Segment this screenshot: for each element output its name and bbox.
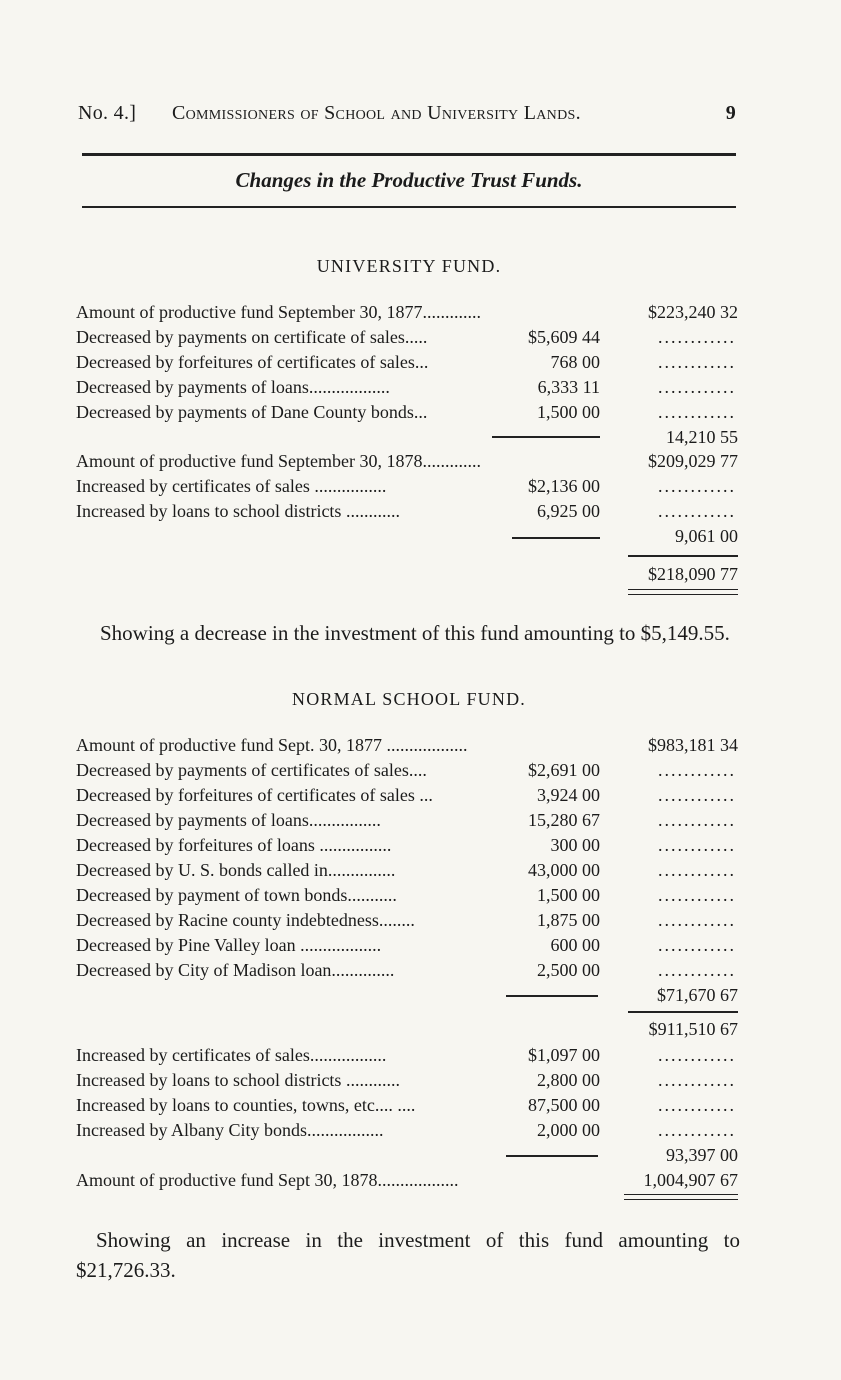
header-rule xyxy=(82,153,736,156)
ledger-row xyxy=(76,400,740,424)
ledger-row xyxy=(76,325,740,349)
ledger-row xyxy=(76,524,740,548)
ledger-row xyxy=(76,1017,740,1041)
row-total: ............ xyxy=(658,1095,736,1115)
ledger-row xyxy=(76,933,740,957)
row-total: $218,090 77 xyxy=(648,564,738,584)
ledger-row xyxy=(76,908,740,932)
row-total: ............ xyxy=(658,960,736,980)
row-amount: 300 00 xyxy=(550,835,600,855)
row-total: ............ xyxy=(658,377,736,397)
row-total: ............ xyxy=(658,835,736,855)
row-total: $223,240 32 xyxy=(648,302,738,322)
row-amount: 768 00 xyxy=(550,352,600,372)
row-label: Decreased by payment of town bonds........... xyxy=(76,885,397,905)
ledger-row xyxy=(76,375,740,399)
row-amount: 2,000 00 xyxy=(537,1120,600,1140)
row-amount: 1,875 00 xyxy=(537,910,600,930)
ledger-row xyxy=(76,1093,740,1117)
row-total: ............ xyxy=(658,810,736,830)
row-label: Increased by loans to counties, towns, etc.... .... xyxy=(76,1095,416,1115)
row-label: Increased by Albany City bonds................. xyxy=(76,1120,384,1140)
ledger-row xyxy=(76,808,740,832)
row-label: Decreased by Racine county indebtedness........ xyxy=(76,910,415,930)
ledger-row xyxy=(76,562,740,586)
subtitle-rule xyxy=(82,206,736,208)
running-header xyxy=(78,102,738,130)
ledger-row xyxy=(76,1143,740,1167)
row-label: Increased by loans to school districts ............ xyxy=(76,501,400,521)
row-total: $911,510 67 xyxy=(648,1019,738,1039)
university-summary: Showing a decrease in the investment of this fund amounting to $5,149.55. xyxy=(100,621,730,645)
row-label: Decreased by payments of loans.................. xyxy=(76,377,390,397)
row-label: Decreased by forfeitures of certificates of sales... xyxy=(76,352,429,372)
row-total: ............ xyxy=(658,860,736,880)
ledger-row xyxy=(76,733,740,757)
ledger-row xyxy=(76,425,740,449)
double-rule xyxy=(628,589,738,595)
row-amount: 87,500 00 xyxy=(528,1095,600,1115)
normal-school-summary: Showing an increase in the investment of this fund amounting to $21,726.33. xyxy=(76,1228,740,1282)
row-label: Decreased by payments of loans................ xyxy=(76,810,381,830)
row-total: $983,181 34 xyxy=(648,735,738,755)
ledger-row xyxy=(76,1118,740,1142)
row-label: Decreased by payments on certificate of sales..... xyxy=(76,327,428,347)
row-amount: 15,280 67 xyxy=(528,810,600,830)
row-total: ............ xyxy=(658,476,736,496)
row-amount: 6,925 00 xyxy=(537,501,600,521)
row-total: ............ xyxy=(658,402,736,422)
ledger-row xyxy=(76,858,740,882)
row-amount: 6,333 11 xyxy=(537,377,600,397)
ledger-row xyxy=(76,1068,740,1092)
row-label: Decreased by forfeitures of loans ................ xyxy=(76,835,392,855)
row-total: ............ xyxy=(658,910,736,930)
university-fund-heading: UNIVERSITY FUND. xyxy=(316,256,502,276)
row-amount: 2,500 00 xyxy=(537,960,600,980)
row-total: 93,397 00 xyxy=(666,1145,738,1165)
row-amount: $2,691 00 xyxy=(528,760,600,780)
row-total: ............ xyxy=(658,785,736,805)
ledger-row xyxy=(76,958,740,982)
total-rule xyxy=(628,555,738,557)
row-total: ............ xyxy=(658,1045,736,1065)
row-label: Decreased by Pine Valley loan .................. xyxy=(76,935,382,955)
row-amount: 600 00 xyxy=(550,935,600,955)
ledger-row xyxy=(76,474,740,498)
row-total: $209,029 77 xyxy=(648,451,738,471)
row-label: Decreased by City of Madison loan.............. xyxy=(76,960,395,980)
report-number: No. 4.] xyxy=(78,102,137,124)
row-amount: $5,609 44 xyxy=(528,327,600,347)
page-subtitle: Changes in the Productive Trust Funds. xyxy=(235,168,583,192)
ledger-row xyxy=(76,449,740,473)
normal-school-fund-heading: NORMAL SCHOOL FUND. xyxy=(292,689,526,709)
row-label: Amount of productive fund Sept 30, 1878.................. xyxy=(76,1170,459,1190)
row-total: ............ xyxy=(658,327,736,347)
row-label: Decreased by U. S. bonds called in............... xyxy=(76,860,396,880)
row-total: ............ xyxy=(658,1120,736,1140)
row-label: Amount of productive fund Sept. 30, 1877 .................. xyxy=(76,735,468,755)
ledger-row xyxy=(76,883,740,907)
row-amount: 2,800 00 xyxy=(537,1070,600,1090)
ledger-row xyxy=(76,758,740,782)
page-number: 9 xyxy=(725,102,736,124)
row-total: 1,004,907 67 xyxy=(643,1170,738,1190)
row-total: ............ xyxy=(658,760,736,780)
row-amount: 1,500 00 xyxy=(537,402,600,422)
ledger-row xyxy=(76,1168,740,1192)
row-label: Amount of productive fund September 30, 1877............. xyxy=(76,302,481,322)
row-total: ............ xyxy=(658,1070,736,1090)
row-amount: $1,097 00 xyxy=(528,1045,600,1065)
row-label: Decreased by forfeitures of certificates of sales ... xyxy=(76,785,433,805)
row-total: ............ xyxy=(658,885,736,905)
row-total: ............ xyxy=(658,935,736,955)
ledger-row xyxy=(76,833,740,857)
double-rule xyxy=(624,1194,738,1200)
ledger-row xyxy=(76,300,740,324)
row-label: Increased by certificates of sales................. xyxy=(76,1045,387,1065)
row-label: Increased by loans to school districts ............ xyxy=(76,1070,400,1090)
row-amount: $2,136 00 xyxy=(528,476,600,496)
row-amount: 1,500 00 xyxy=(537,885,600,905)
ledger-row xyxy=(76,783,740,807)
running-title: Commissioners of School and University Lands. xyxy=(172,102,581,124)
row-amount: 43,000 00 xyxy=(528,860,600,880)
row-total: ............ xyxy=(658,352,736,372)
total-rule xyxy=(628,1011,738,1013)
row-amount: 3,924 00 xyxy=(537,785,600,805)
row-label: Increased by certificates of sales ................ xyxy=(76,476,387,496)
ledger-row xyxy=(76,983,740,1007)
row-label: Decreased by payments of Dane County bonds... xyxy=(76,402,428,422)
row-label: Decreased by payments of certificates of sales.... xyxy=(76,760,427,780)
row-total: 14,210 55 xyxy=(666,427,738,447)
row-label: Amount of productive fund September 30, 1878............. xyxy=(76,451,481,471)
ledger-row xyxy=(76,350,740,374)
ledger-row xyxy=(76,499,740,523)
ledger-row xyxy=(76,1043,740,1067)
row-total: $71,670 67 xyxy=(657,985,738,1005)
row-total: ............ xyxy=(658,501,736,521)
row-total: 9,061 00 xyxy=(675,526,738,546)
